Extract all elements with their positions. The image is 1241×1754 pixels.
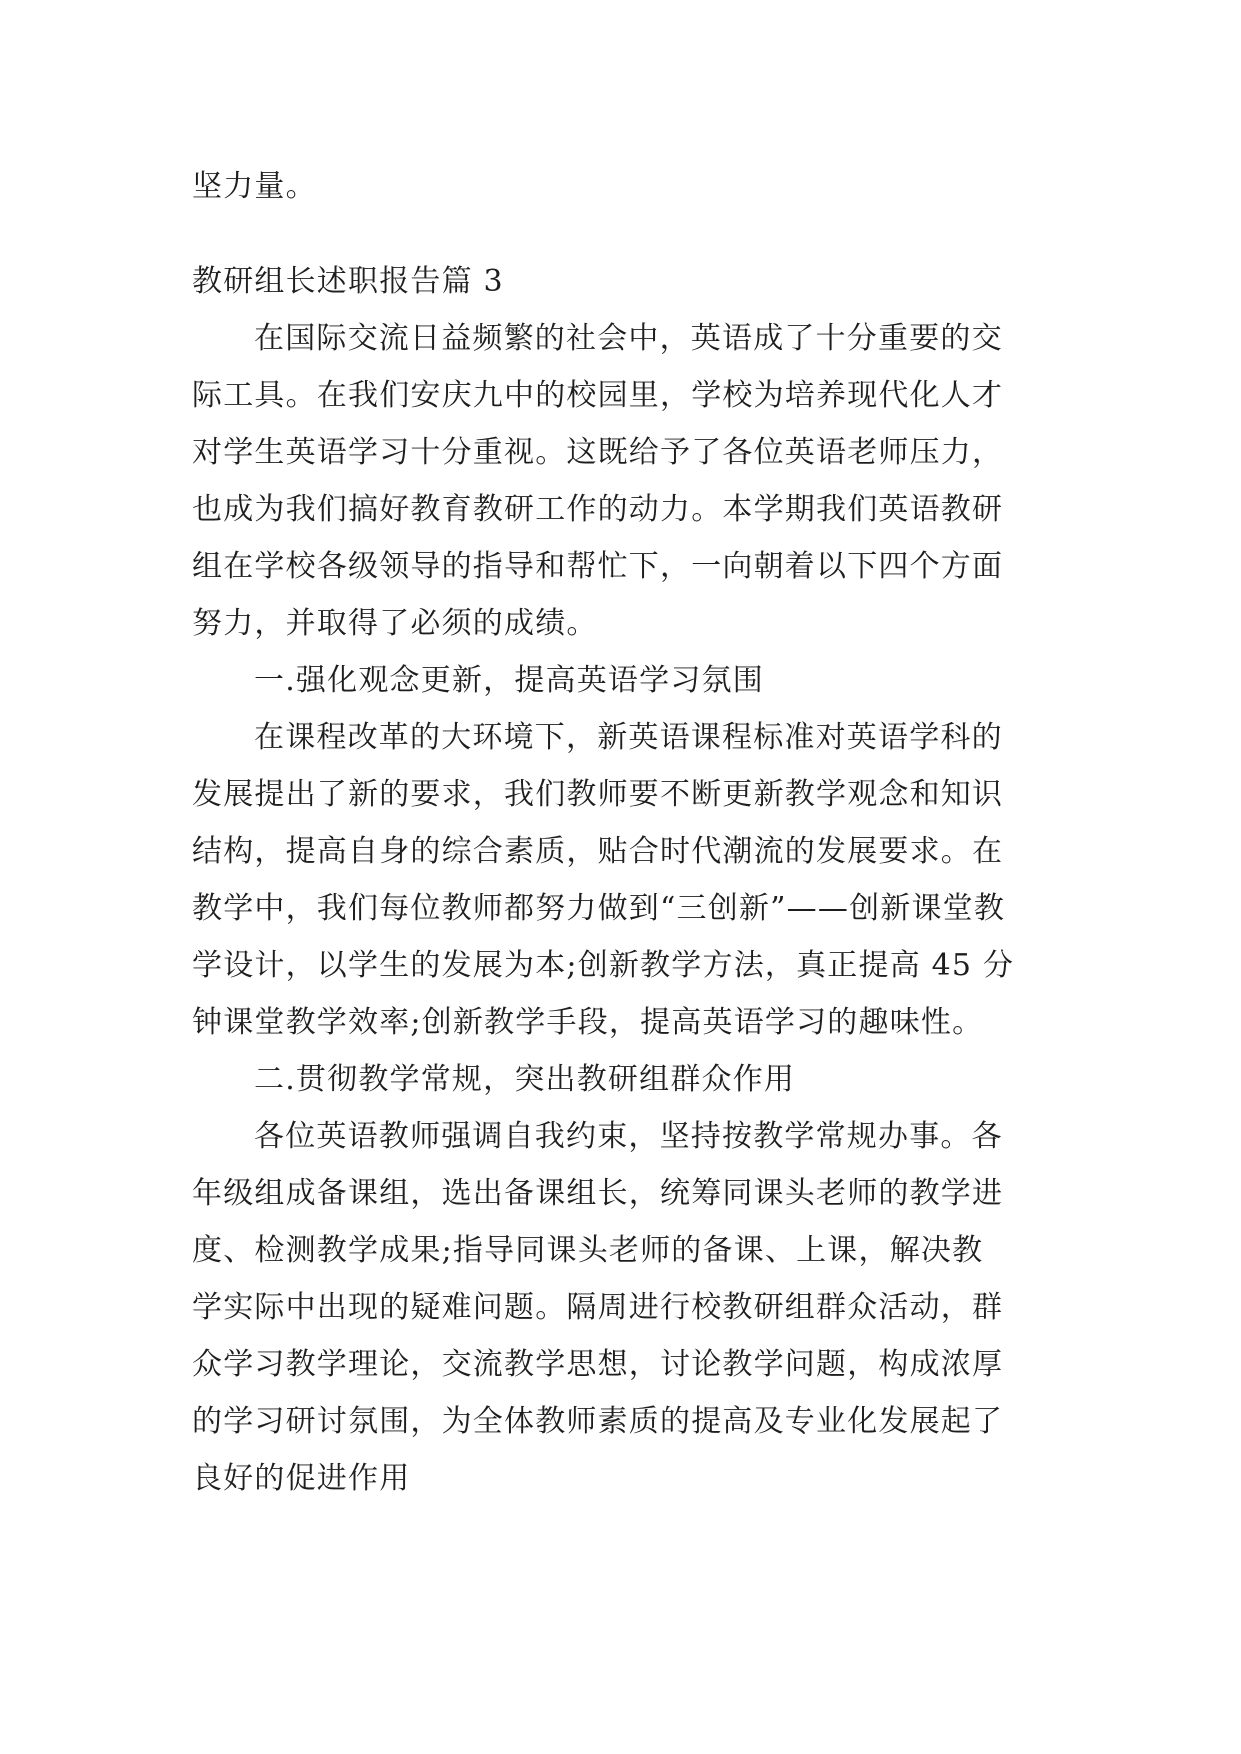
paragraph-line: 组在学校各级领导的指导和帮忙下，一向朝着以下四个方面 (192, 549, 1004, 584)
paragraph-line: 努力，并取得了必须的成绩。 (192, 606, 598, 641)
paragraph-line: 良好的促进作用 (192, 1461, 411, 1496)
paragraph-gap (192, 215, 1060, 253)
document-body (192, 158, 1060, 1507)
paragraph-line: 学实际中出现的疑难问题。隔周进行校教研组群众活动，群 (192, 1290, 1004, 1325)
section-title: 教研组长述职报告篇 3 (192, 264, 504, 299)
paragraph-line: 在课程改革的大环境下，新英语课程标准对英语学科的 (254, 720, 1003, 755)
paragraph-line: 年级组成备课组，选出备课组长，统筹同课头老师的教学进 (192, 1176, 1004, 1211)
paragraph-line: 众学习教学理论，交流教学思想，讨论教学问题，构成浓厚 (192, 1347, 1004, 1382)
subheading-2: 二.贯彻教学常规，突出教研组群众作用 (254, 1062, 796, 1097)
paragraph-line: 钟课堂教学效率;创新教学手段，提高英语学习的趣味性。 (192, 1005, 984, 1040)
paragraph-line: 的学习研讨氛围，为全体教师素质的提高及专业化发展起了 (192, 1404, 1004, 1439)
section-1-paragraph (192, 709, 1060, 1051)
paragraph-line: 也成为我们搞好教育教研工作的动力。本学期我们英语教研 (192, 492, 1004, 527)
paragraph-line: 发展提出了新的要求，我们教师要不断更新教学观念和知识 (192, 777, 1004, 812)
paragraph-line: 学设计，以学生的发展为本;创新教学方法，真正提高 45 分 (192, 948, 1015, 983)
paragraph-line: 教学中，我们每位教师都努力做到“三创新”——创新课堂教 (192, 891, 1006, 926)
paragraph-line: 际工具。在我们安庆九中的校园里，学校为培养现代化人才 (192, 378, 1004, 413)
paragraph-line: 在国际交流日益频繁的社会中，英语成了十分重要的交 (254, 321, 1003, 356)
subheading-1: 一.强化观念更新，提高英语学习氛围 (254, 663, 764, 698)
paragraph-line: 对学生英语学习十分重视。这既给予了各位英语老师压力， (192, 435, 1004, 470)
paragraph-line: 各位英语教师强调自我约束，坚持按教学常规办事。各 (254, 1119, 1003, 1154)
paragraph-line: 结构，提高自身的综合素质，贴合时代潮流的发展要求。在 (192, 834, 1004, 869)
section-2-paragraph (192, 1108, 1060, 1507)
intro-paragraph (192, 310, 1060, 652)
continuation-line: 坚力量。 (192, 169, 317, 204)
paragraph-line: 度、检测教学成果;指导同课头老师的备课、上课，解决教 (192, 1233, 984, 1268)
